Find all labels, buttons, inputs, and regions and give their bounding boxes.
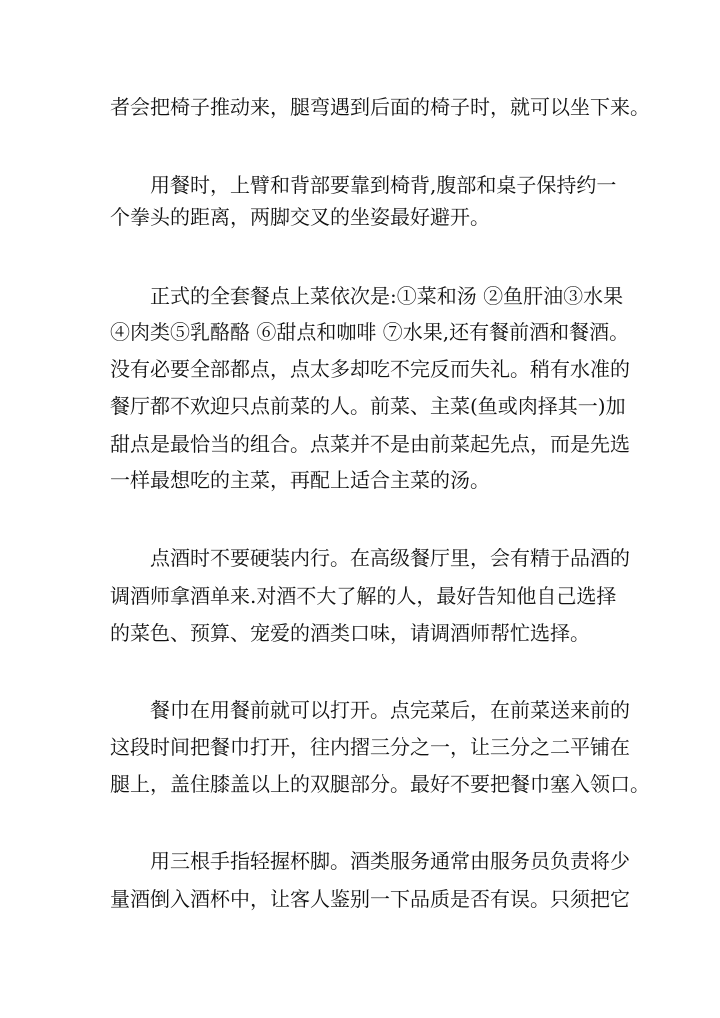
text-line: 用餐时，上臂和背部要靠到椅背,腹部和桌子保持约一 [150,173,617,197]
text-line: 个拳头的距离，两脚交叉的坐姿最好避开。 [110,205,490,229]
text-line: 量酒倒入酒杯中，让客人鉴别一下品质是否有误。只须把它 [110,887,630,911]
text-line: 用三根手指轻握杯脚。酒类服务通常由服务员负责将少 [150,849,630,873]
text-line: 的菜色、预算、宠爱的酒类口味，请调酒师帮忙选择。 [110,621,590,645]
text-line: 者会把椅子推动来，腿弯遇到后面的椅子时，就可以坐下来。 [110,95,650,119]
text-line: 餐巾在用餐前就可以打开。点完菜后，在前菜送来前的 [150,698,630,722]
text-line: 调酒师拿酒单来.对酒不大了解的人，最好告知他自己选择 [110,584,617,608]
text-line: 点酒时不要硬装内行。在高级餐厅里，会有精于品酒的 [150,546,630,570]
text-line: 正式的全套餐点上菜依次是:①菜和汤 ②鱼肝油③水果 [150,284,624,308]
text-line: 没有必要全部都点，点太多却吃不完反而失礼。稍有水准的 [110,357,630,381]
text-line: 餐厅都不欢迎只点前菜的人。前菜、主菜(鱼或肉择其一)加 [110,394,626,418]
text-line: 这段时间把餐巾打开，往内摺三分之一，让三分之二平铺在 [110,735,630,759]
text-line: 一样最想吃的主菜，再配上适合主菜的汤。 [110,468,490,492]
text-line: 腿上，盖住膝盖以上的双腿部分。最好不要把餐巾塞入领口。 [110,772,650,796]
text-line: 甜点是最恰当的组合。点菜并不是由前菜起先点，而是先选 [110,432,630,456]
text-line: ④肉类⑤乳酪酪 ⑥甜点和咖啡 ⑦水果,还有餐前酒和餐酒。 [110,320,630,344]
